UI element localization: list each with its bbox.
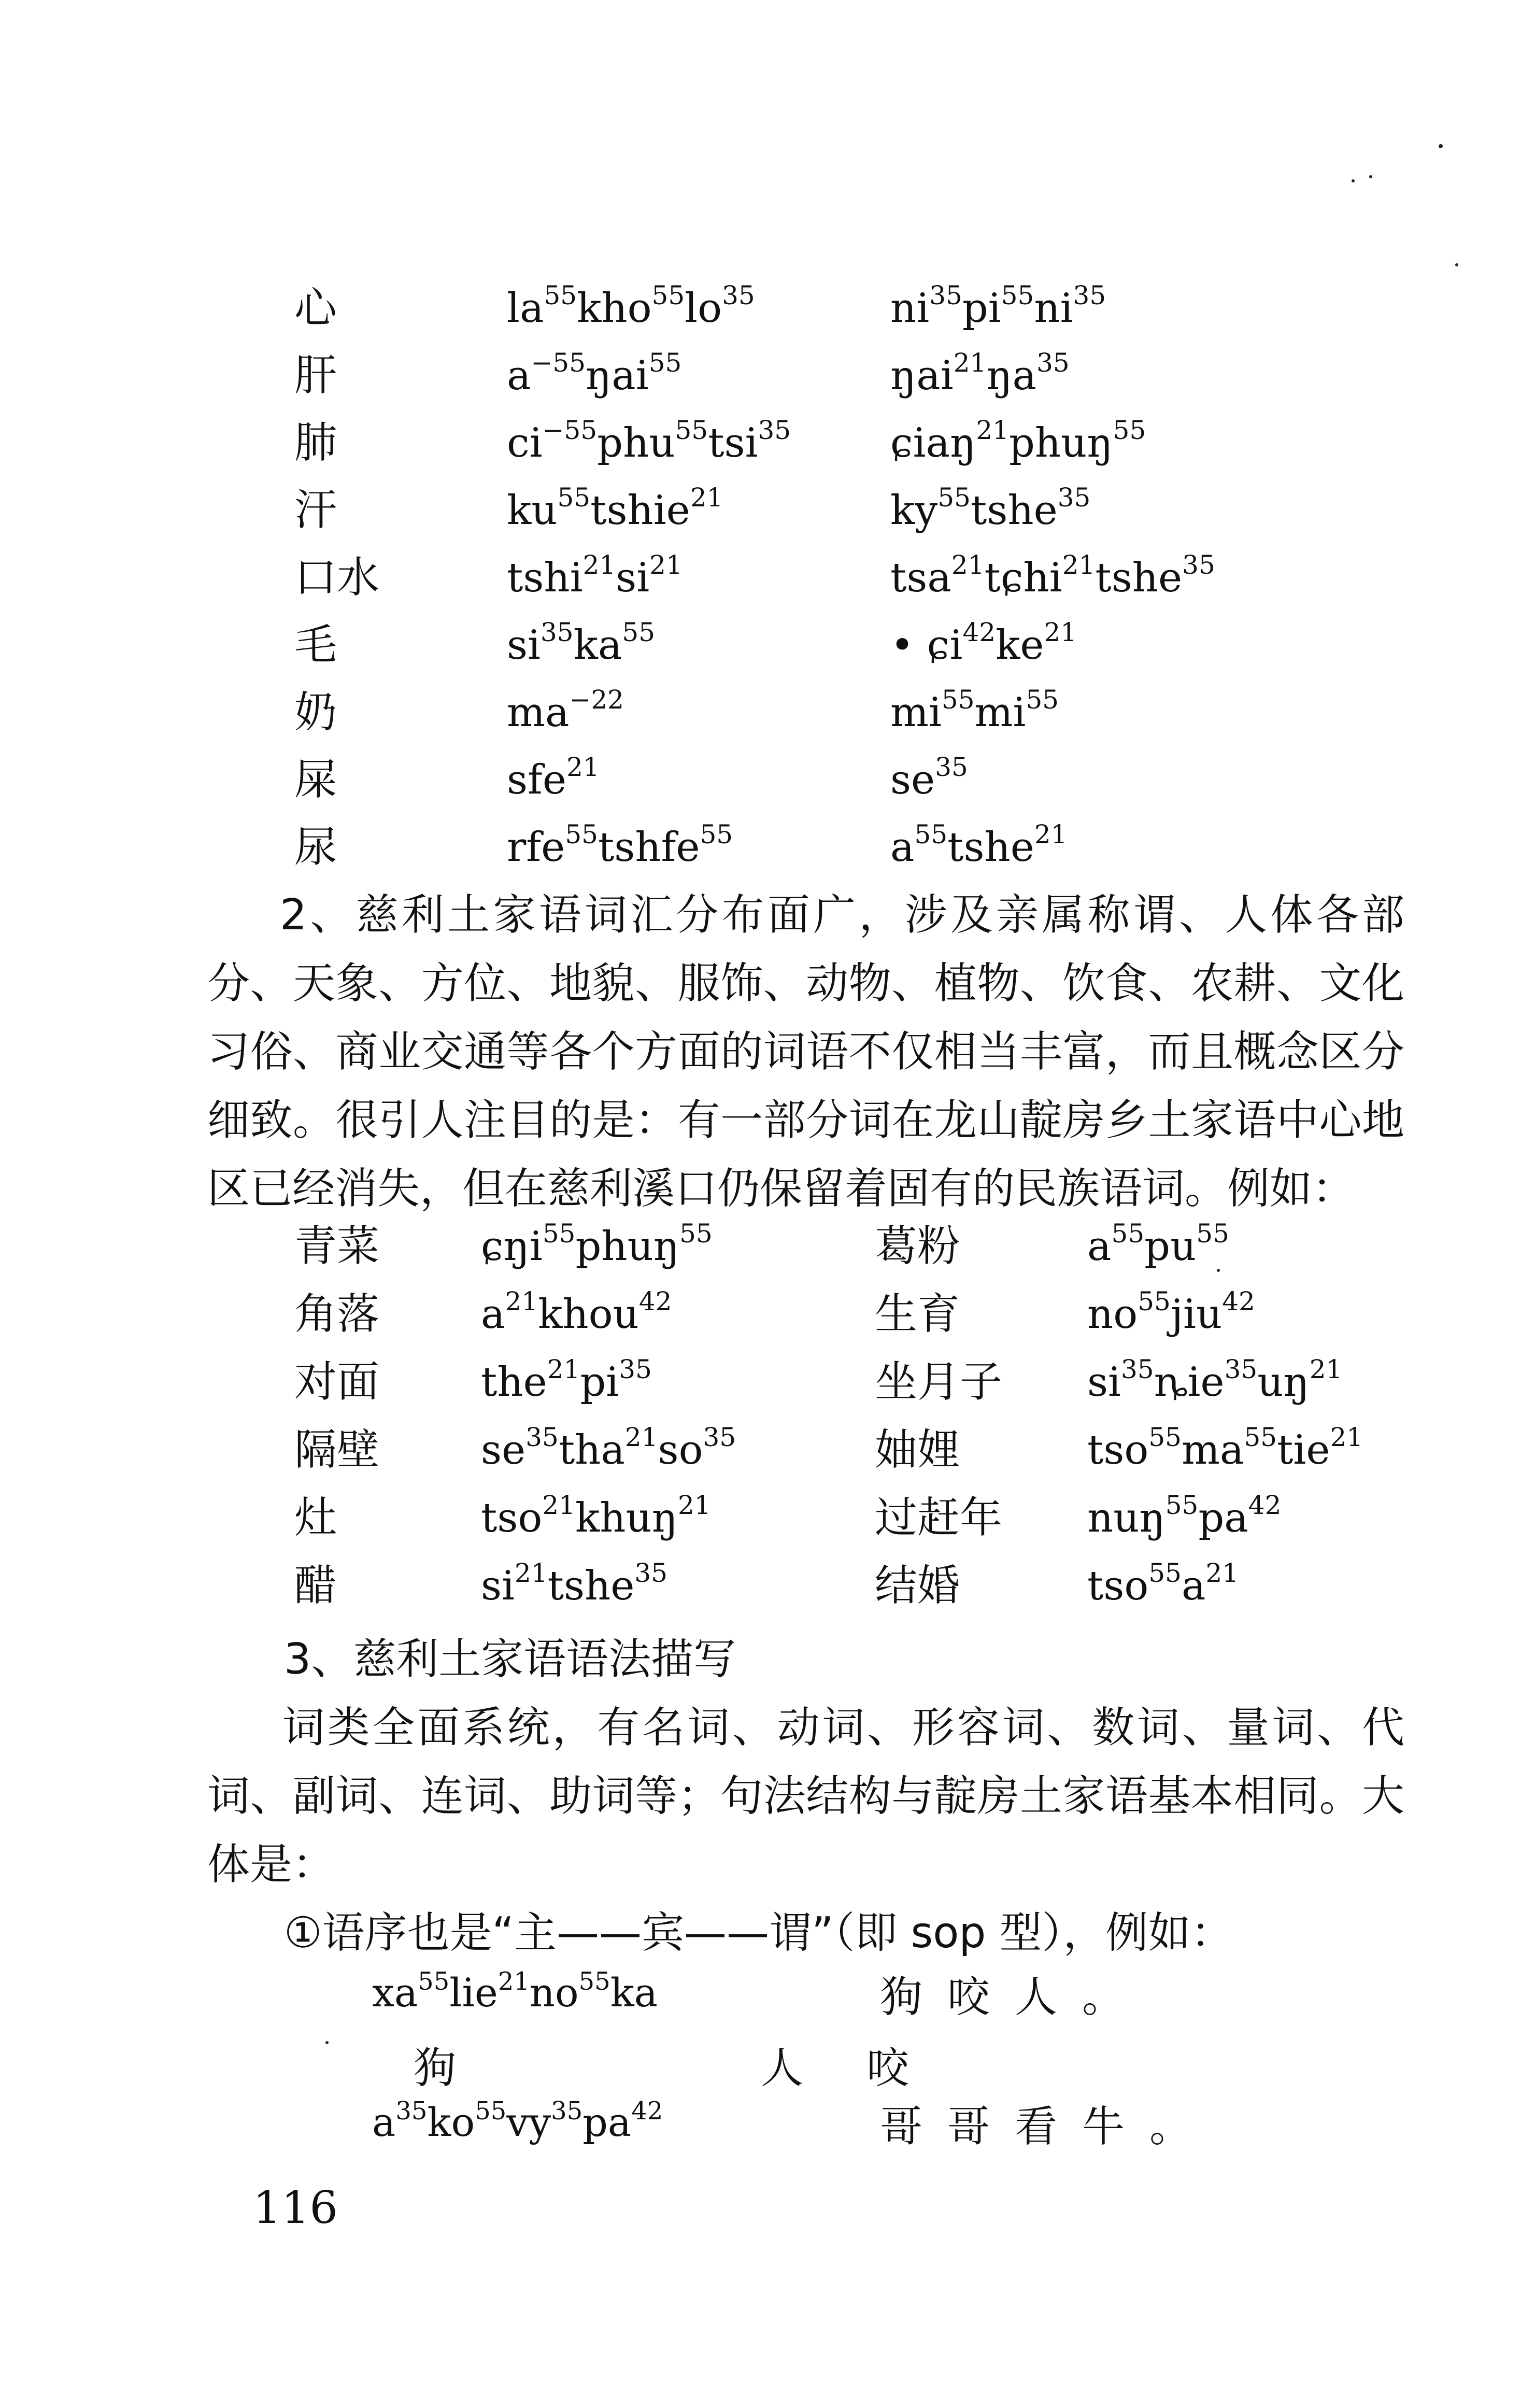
tone-number: 21: [542, 1490, 575, 1520]
chinese-gloss: 肝: [294, 351, 337, 400]
cili-form: [507, 679, 624, 746]
syllable: khuŋ: [575, 1495, 678, 1541]
syllable: tshi: [507, 555, 583, 601]
chinese-gloss: 坐月子: [875, 1357, 1003, 1407]
chinese-gloss: 毛: [294, 620, 337, 670]
chinese-gloss: 青菜: [294, 1222, 380, 1271]
cili-form: [481, 1349, 652, 1416]
syllable: ko: [427, 2099, 475, 2145]
chinese-gloss: 生育: [875, 1290, 960, 1339]
tone-number: 35: [1120, 1354, 1154, 1384]
tone-number: 21: [514, 1558, 548, 1588]
cili-form: [1087, 1552, 1239, 1620]
tone-number: 55: [1148, 1558, 1182, 1588]
cili-form: [507, 612, 655, 679]
table-row: [0, 275, 1535, 342]
tone-number: 21: [1330, 1422, 1363, 1452]
syllable: ma: [507, 689, 570, 736]
tone-number: 21: [624, 1422, 658, 1452]
tone-number: 35: [758, 415, 791, 445]
syllable: pi: [962, 285, 1001, 332]
table-row: [0, 1349, 1535, 1416]
syllable: si: [616, 555, 650, 601]
tone-number: 21: [976, 415, 1009, 445]
tone-number: 21: [953, 348, 987, 378]
tone-number: 55: [937, 483, 971, 513]
dianfang-form: [890, 409, 1146, 477]
syllable: ci: [507, 420, 543, 466]
chinese-gloss: 醋: [294, 1561, 337, 1610]
syllable: kho: [577, 285, 652, 332]
syllable: ke: [996, 622, 1044, 669]
syllable: se: [481, 1427, 526, 1474]
syllable: ky: [890, 487, 938, 534]
syllable: ka: [573, 622, 622, 669]
syllable: tie: [1277, 1427, 1330, 1474]
cili-form: [507, 477, 723, 544]
chinese-gloss: 结婚: [875, 1561, 960, 1610]
syllable: vy: [506, 2099, 551, 2145]
tone-number: 35: [525, 1422, 559, 1452]
tone-number: 55: [542, 1219, 576, 1249]
cili-form: [481, 1552, 667, 1620]
table-row: [0, 409, 1535, 477]
tone-number: 35: [540, 617, 574, 647]
tone-number: 55: [1148, 1422, 1182, 1452]
chinese-gloss: 心: [294, 284, 337, 333]
dianfang-form: [890, 544, 1215, 612]
tone-number: −55: [542, 415, 598, 445]
tone-number: 55: [544, 280, 577, 310]
tone-number: 55: [1165, 1490, 1199, 1520]
tone-number: 21: [1309, 1354, 1343, 1384]
chinese-gloss: 肺: [294, 418, 337, 468]
scan-speck: [1369, 175, 1372, 178]
syllable: khou: [538, 1291, 639, 1338]
syllable: tsi: [708, 420, 758, 466]
table-row: [0, 1213, 1535, 1280]
cili-form: [481, 1484, 711, 1552]
example-1-phonetic: [372, 1967, 658, 2016]
syllable: phu: [597, 420, 675, 466]
tone-number: 21: [547, 1354, 580, 1384]
syllable: pu: [1144, 1223, 1197, 1270]
cili-form: [1087, 1281, 1255, 1348]
dianfang-form: [890, 679, 1059, 746]
syllable: tso: [1087, 1563, 1149, 1609]
tone-number: 21: [951, 550, 985, 580]
paragraph-3: 词类全面系统，有名词、动词、形容词、数词、量词、代词、副词、连词、助词等；句法结构与靛房土家语基本相同。大体是：: [207, 1703, 1404, 1889]
tone-number: 55: [1113, 415, 1146, 445]
chinese-gloss: 奶: [294, 688, 337, 737]
tone-number: 55: [622, 617, 656, 647]
tone-number: 35: [929, 280, 962, 310]
scan-speck: [1217, 1269, 1220, 1272]
table-row: [0, 477, 1535, 544]
tone-number: 55: [578, 1967, 610, 1996]
syllable: se: [890, 757, 935, 803]
syllable: so: [658, 1427, 703, 1474]
tone-number: 42: [631, 2097, 663, 2126]
tone-number: 55: [700, 819, 733, 849]
cili-form: [507, 342, 681, 409]
tone-number: 55: [1244, 1422, 1277, 1452]
tone-number: 21: [566, 752, 600, 782]
tone-number: 35: [619, 1354, 652, 1384]
table-row: [0, 1484, 1535, 1552]
table-row: [0, 746, 1535, 814]
syllable: tsa: [890, 555, 951, 601]
syllable: si: [507, 622, 541, 669]
cili-form: [507, 409, 791, 477]
chinese-gloss: 口水: [294, 553, 380, 602]
syllable: phuŋ: [1009, 420, 1113, 466]
cili-form: [481, 1417, 736, 1484]
syllable: si: [1087, 1359, 1121, 1406]
tone-number: 42: [638, 1286, 672, 1316]
syllable: uŋ: [1257, 1359, 1310, 1406]
tone-number: 35: [634, 1558, 668, 1588]
syllable: ni: [1034, 285, 1073, 332]
dianfang-form: [890, 342, 1070, 409]
dianfang-form: [890, 477, 1090, 544]
syllable: pa: [582, 2099, 632, 2145]
cili-form: [507, 544, 683, 612]
example-1-translation: 狗咬人。: [880, 1973, 1150, 2022]
tone-number: 21: [649, 550, 683, 580]
syllable: a: [1181, 1563, 1206, 1609]
tone-number: 35: [395, 2097, 428, 2126]
tone-number: 21: [582, 550, 616, 580]
dianfang-form: [890, 275, 1106, 342]
syllable: pi: [580, 1359, 619, 1406]
chinese-gloss: 对面: [294, 1357, 380, 1407]
syllable: ma: [1181, 1427, 1244, 1474]
example-2-translation: 哥哥看牛。: [880, 2102, 1217, 2151]
syllable: phuŋ: [575, 1223, 680, 1270]
cili-form: [481, 1281, 672, 1348]
syllable: xa: [372, 1970, 418, 2016]
tone-number: 21: [1205, 1558, 1239, 1588]
tone-number: −22: [569, 685, 624, 715]
tone-number: 55: [1026, 685, 1059, 715]
scan-speck: [325, 2041, 329, 2044]
cili-form: [481, 1213, 713, 1280]
cili-form: [507, 746, 600, 814]
table-row: [0, 612, 1535, 679]
tone-number: 35: [722, 280, 755, 310]
tone-number: 35: [1073, 280, 1106, 310]
tone-number: 35: [1057, 483, 1091, 513]
syllable: tɕhi: [984, 555, 1062, 601]
tone-number: 35: [1182, 550, 1215, 580]
chinese-gloss: 妯娌: [875, 1425, 960, 1475]
tone-number: 21: [690, 483, 723, 513]
chinese-gloss: 隔壁: [294, 1425, 380, 1475]
syllable: ɕiaŋ: [890, 420, 976, 466]
syllable: a: [372, 2099, 396, 2145]
tone-number: 21: [677, 1490, 711, 1520]
chinese-gloss: 屎: [294, 755, 337, 804]
tone-number: 42: [1222, 1286, 1255, 1316]
chinese-gloss: 过赶年: [875, 1493, 1003, 1542]
syllable: ni: [890, 285, 930, 332]
chinese-gloss: 尿: [294, 823, 337, 872]
tone-number: 55: [941, 685, 975, 715]
syllable: tso: [1087, 1427, 1149, 1474]
syllable: tshe: [547, 1563, 635, 1609]
chinese-gloss: 葛粉: [875, 1222, 960, 1271]
table-row: [0, 1417, 1535, 1484]
table-row: [0, 544, 1535, 612]
example-1-gloss-bite: 人 咬: [761, 2044, 934, 2093]
syllable: nuŋ: [1087, 1495, 1166, 1541]
syllable: la: [507, 285, 544, 332]
syllable: ŋa: [986, 352, 1037, 399]
tone-number: −55: [531, 348, 586, 378]
syllable: a: [890, 824, 915, 871]
page-number: 116: [253, 2182, 338, 2234]
syllable: no: [529, 1970, 579, 2016]
paragraph-2: 2、慈利土家语词汇分布面广，涉及亲属称谓、人体各部分、天象、方位、地貌、服饰、动物、植物、饮食、农耕、文化习俗、商业交通等各个方面的词语不仅相当丰富，而且概念区分细致。很引人注目的是：有一部分词在龙山靛房乡土家语中心地区已经消失，但在慈利溪口仍保留着固有的民族语词。例如：: [207, 890, 1404, 1213]
cili-form: [1087, 1417, 1363, 1484]
syllable: rfe: [507, 824, 565, 871]
cili-form: [507, 814, 733, 881]
tone-number: 21: [505, 1286, 538, 1316]
tone-number: 55: [565, 819, 598, 849]
syllable: no: [1087, 1291, 1138, 1338]
tone-number: 55: [675, 415, 708, 445]
cili-form: [507, 275, 755, 342]
tone-number: 55: [1196, 1219, 1229, 1249]
section-heading-3: 3、慈利土家语语法描写: [284, 1635, 736, 1684]
tone-number: 55: [651, 280, 685, 310]
syllable: mi: [974, 689, 1026, 736]
cili-form: [1087, 1213, 1229, 1280]
cili-form: [1087, 1349, 1342, 1416]
syllable: tshe: [970, 487, 1058, 534]
scan-speck: [1352, 179, 1355, 182]
syllable: jiu: [1170, 1291, 1223, 1338]
tone-number: 21: [1034, 819, 1068, 849]
tone-number: 21: [1044, 617, 1077, 647]
example-1-gloss-dog: 狗: [414, 2044, 481, 2093]
syllable: tshe: [1095, 555, 1183, 601]
syllable: tshe: [947, 824, 1034, 871]
tone-number: 55: [418, 1967, 450, 1996]
syllable: ŋai: [890, 352, 954, 399]
syllable: tha: [558, 1427, 625, 1474]
tone-number: 35: [703, 1422, 736, 1452]
syllable: pa: [1198, 1495, 1248, 1541]
example-2-phonetic: [372, 2099, 663, 2145]
chinese-gloss: 灶: [294, 1493, 337, 1542]
syllable: the: [481, 1359, 547, 1406]
syllable: lo: [685, 285, 722, 332]
table-row: [0, 814, 1535, 881]
syllable: si: [481, 1563, 515, 1609]
syllable: ku: [507, 487, 558, 534]
dianfang-form: [890, 746, 968, 814]
chinese-gloss: 汗: [294, 486, 337, 535]
syllable: mi: [890, 689, 942, 736]
tone-number: 55: [475, 2097, 507, 2126]
dianfang-form: [890, 814, 1068, 881]
grammar-item-1: ①语序也是“主——宾——谓”（即 sop 型），例如：: [284, 1908, 1233, 1958]
syllable: ȵie: [1154, 1359, 1225, 1406]
syllable: tshie: [590, 487, 690, 534]
tone-number: 55: [1138, 1286, 1171, 1316]
syllable: sfe: [507, 757, 567, 803]
tone-number: 55: [557, 483, 591, 513]
tone-number: 21: [1062, 550, 1096, 580]
syllable: lie: [449, 1970, 498, 2016]
syllable: a: [507, 352, 531, 399]
tone-number: 55: [914, 819, 948, 849]
table-row: [0, 1552, 1535, 1620]
tone-number: 55: [648, 348, 682, 378]
syllable: a: [481, 1291, 505, 1338]
tone-number: 55: [1111, 1219, 1145, 1249]
table-row: [0, 1281, 1535, 1348]
table-row: [0, 342, 1535, 409]
syllable: tshfe: [598, 824, 700, 871]
tone-number: 35: [935, 752, 968, 782]
tone-number: 55: [679, 1219, 713, 1249]
tone-number: 35: [551, 2097, 583, 2126]
syllable: ɕŋi: [481, 1223, 543, 1270]
chinese-gloss: 角落: [294, 1290, 380, 1339]
scan-speck: [1455, 263, 1458, 266]
tone-number: 42: [1248, 1490, 1282, 1520]
tone-number: 42: [962, 617, 996, 647]
syllable: ka: [610, 1970, 658, 2016]
tone-number: 55: [1001, 280, 1034, 310]
tone-number: 35: [1036, 348, 1070, 378]
syllable: ŋai: [586, 352, 649, 399]
syllable: • ɕi: [890, 622, 963, 669]
scan-speck: [1439, 144, 1443, 148]
tone-number: 35: [1224, 1354, 1258, 1384]
syllable: tso: [481, 1495, 543, 1541]
syllable: a: [1087, 1223, 1112, 1270]
cili-form: [1087, 1484, 1281, 1552]
table-row: [0, 679, 1535, 746]
tone-number: 21: [498, 1967, 530, 1996]
dianfang-form: [890, 612, 1077, 679]
